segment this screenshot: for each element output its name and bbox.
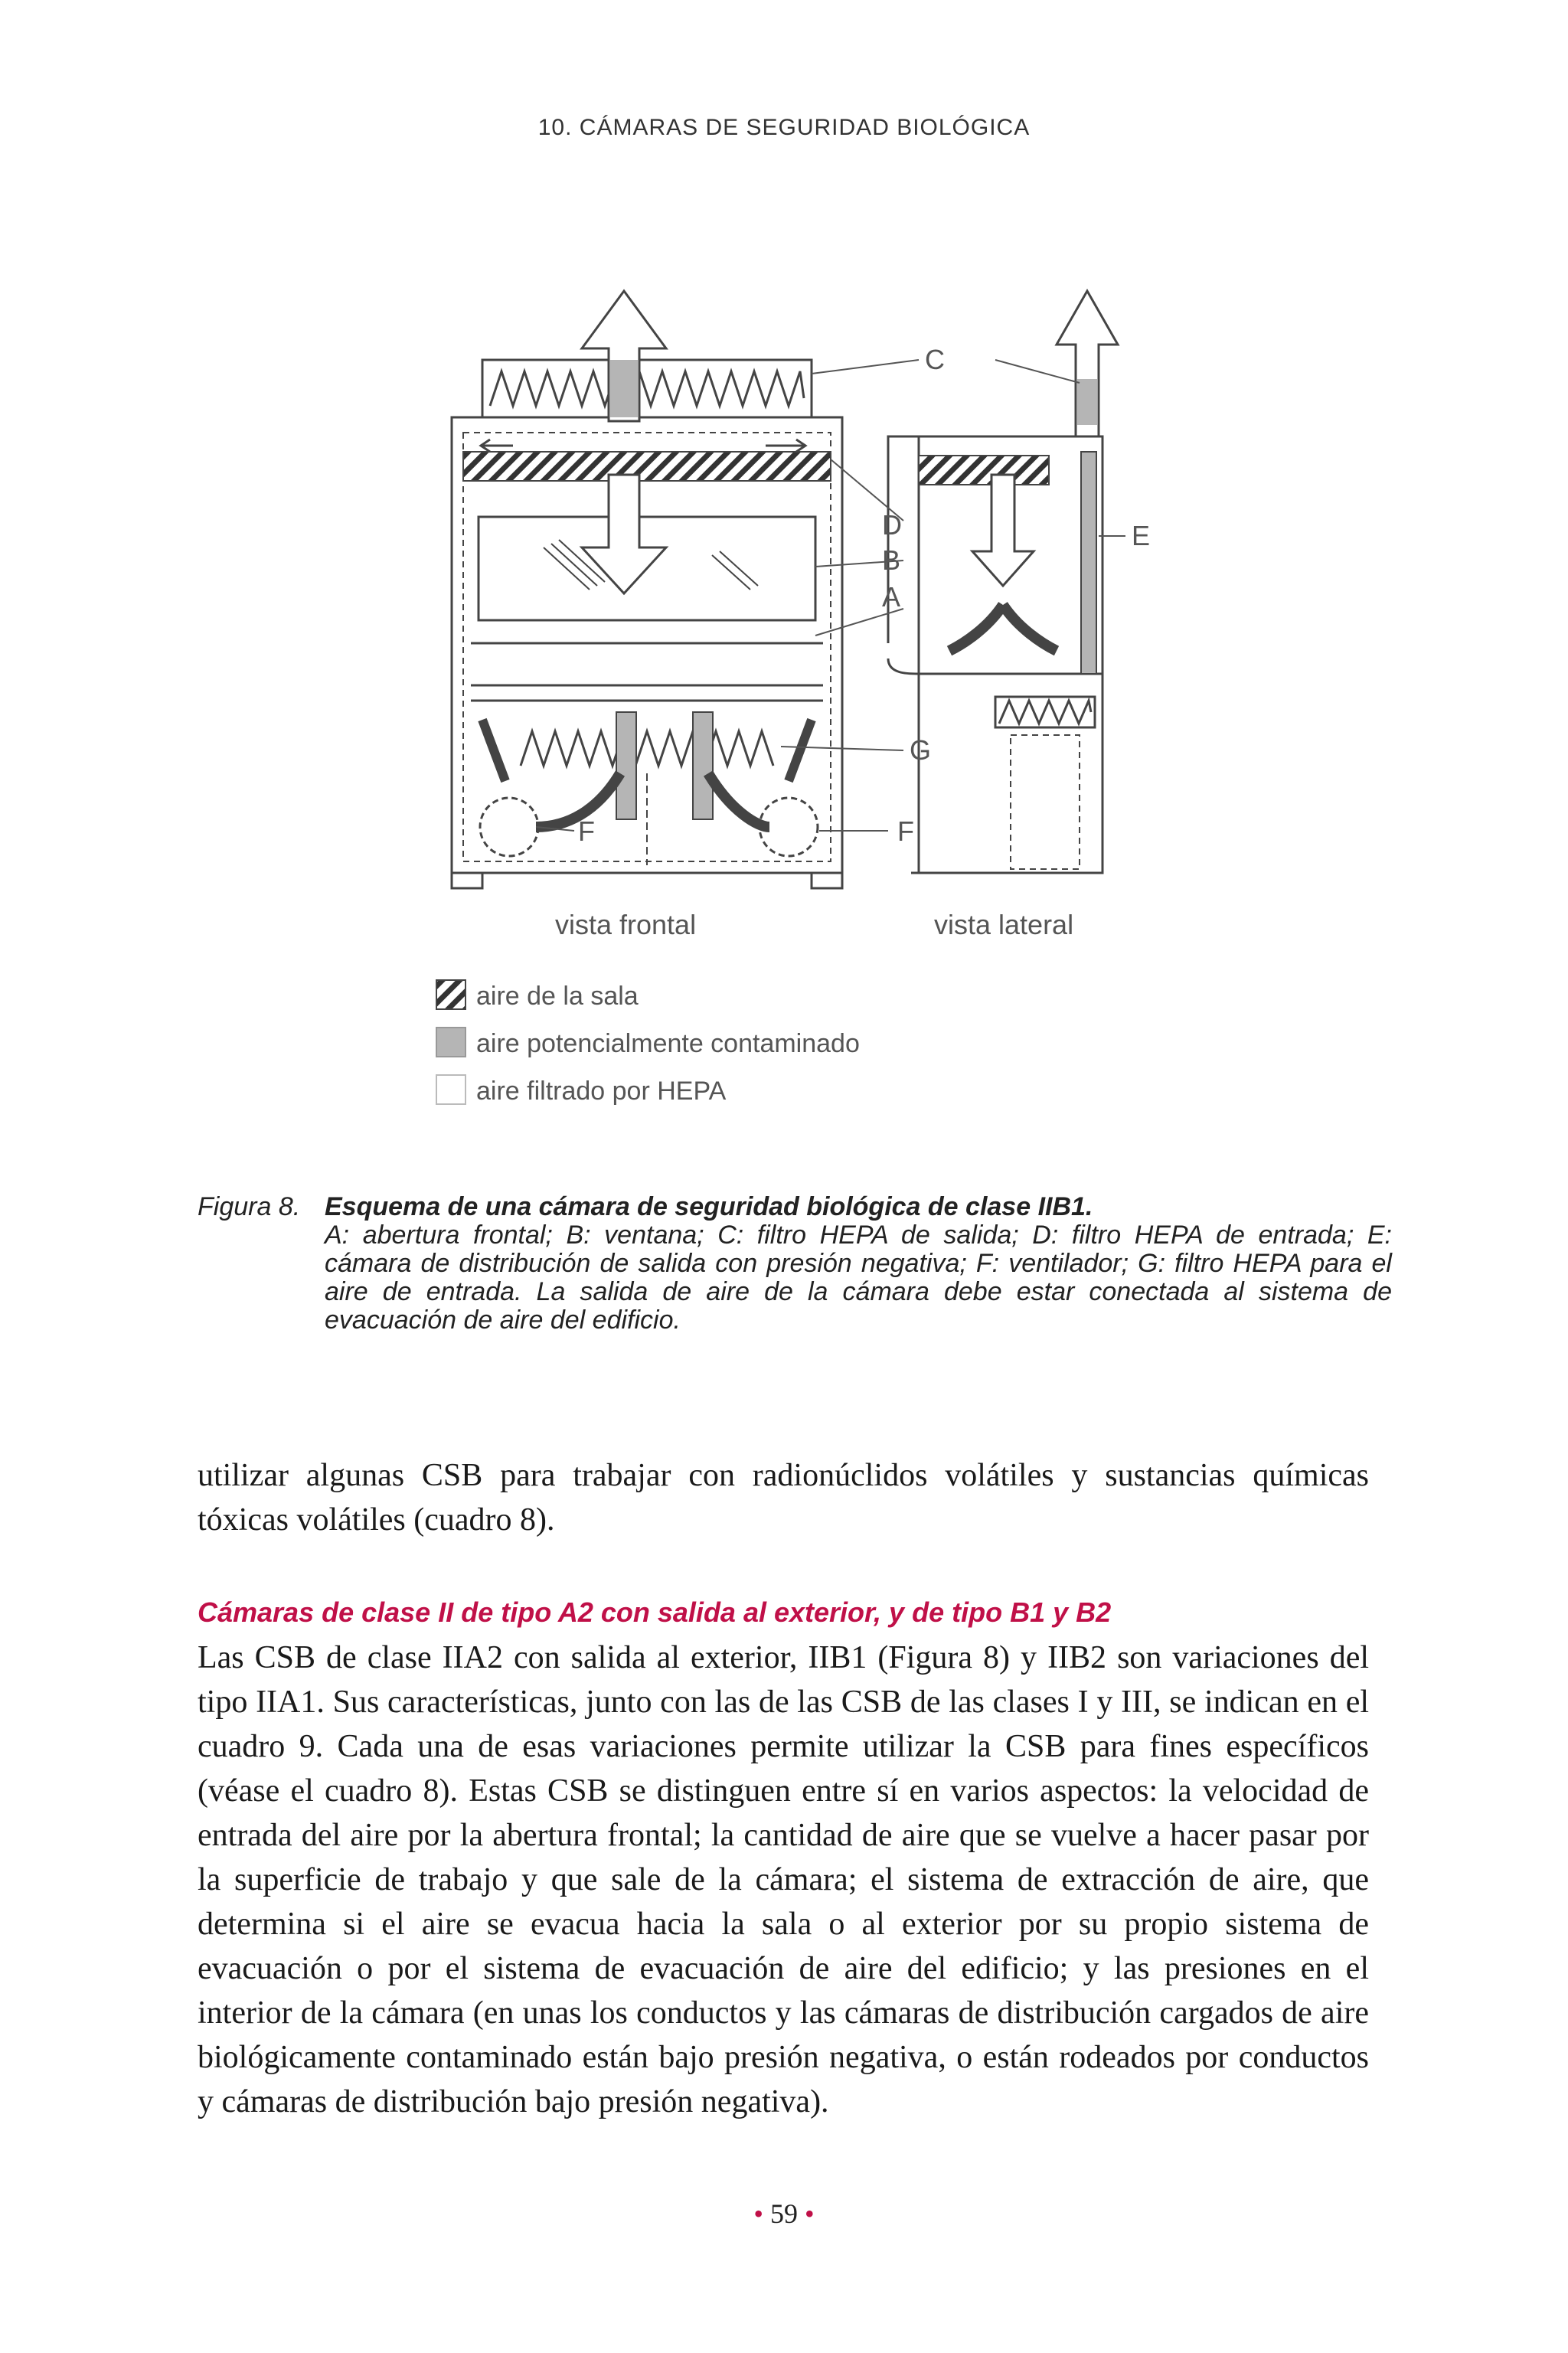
legend-swatch-room-air: [436, 980, 466, 1009]
legend-swatch-contaminated: [436, 1028, 466, 1057]
caption-text: A: abertura frontal; B: ventana; C: filtro HEPA de salida; D: filtro HEPA de entrada; E: cámara de distribución de salida con presión negativa; F: ventilador; G: filtro HEPA para el aire de entrada. La salida de aire de la cámara debe estar conectada al sistema de evacuación de aire del edificio.: [325, 1221, 1392, 1335]
side-view-label: vista lateral: [934, 909, 1074, 940]
running-head: 10. CÁMARAS DE SEGURIDAD BIOLÓGICA: [537, 115, 1031, 140]
label-e: E: [1132, 520, 1151, 551]
legend: [436, 980, 860, 1106]
legend-contaminated-air: aire potencialmente contaminado: [476, 1029, 860, 1058]
caption-label: Figura 8.: [198, 1192, 301, 1221]
label-a: A: [882, 581, 901, 613]
bullet-left: •: [753, 2198, 763, 2229]
label-b: B: [882, 544, 901, 576]
legend-room-air: aire de la sala: [476, 982, 639, 1011]
supply-hepa-filter: [463, 452, 831, 481]
page-number-value: 59: [770, 2198, 798, 2229]
label-g: G: [910, 734, 932, 766]
paragraph-continuation: utilizar algunas CSB para trabajar con radionúclidos volátiles y sustancias químicas tóxicas volátiles (cuadro 8).: [198, 1458, 1369, 1538]
legend-hepa-air: aire filtrado por HEPA: [476, 1077, 727, 1106]
label-f-front: F: [578, 815, 595, 847]
section-heading: Cámaras de clase II de tipo A2 con salida al exterior, y de tipo B1 y B2: [198, 1596, 1112, 1628]
front-view-label: vista frontal: [555, 909, 697, 940]
paragraph-body: Las CSB de clase IIA2 con salida al exterior, IIB1 (Figura 8) y IIB2 son variaciones del tipo IIA1. Sus características, junto con las de las CSB de las clases I y III, se indican en el cuadro 9. Cada una de esas variaciones permite utilizar la CSB para fines específicos (véase el cuadro 8). Estas CSB se distinguen entre sí en varios aspectos: la velocidad de entrada del aire por la abertura frontal; la cantidad de aire que se vuelve a hacer pasar por la superficie de trabajo y que sale de la cámara; el sistema de extracción de aire, que determina si el aire se evacua hacia la sala o al exterior por su propio sistema de evacuación o por el sistema de evacuación de aire del edificio; y las presiones en el interior de la cámara (en unas los conductos y las cámaras de distribución cargados de aire biológicamente contaminado están bajo presión negativa, o están rodeados por conductos y cámaras de distribución bajo presión negativa).: [198, 1640, 1369, 2119]
caption-title: Esquema de una cámara de seguridad biológica de clase IIB1.: [325, 1192, 1093, 1221]
exhaust-filter-box: [482, 360, 812, 417]
bullet-right: •: [805, 2198, 815, 2229]
front-view: [452, 360, 842, 888]
biosafety-cabinet-diagram: [429, 245, 1179, 1141]
legend-swatch-hepa: [436, 1075, 466, 1104]
page-number: [0, 2198, 1568, 2230]
label-d: D: [882, 509, 902, 541]
label-c: C: [925, 344, 945, 375]
figure-caption: [198, 1193, 1392, 1335]
label-f-side: F: [897, 815, 914, 847]
